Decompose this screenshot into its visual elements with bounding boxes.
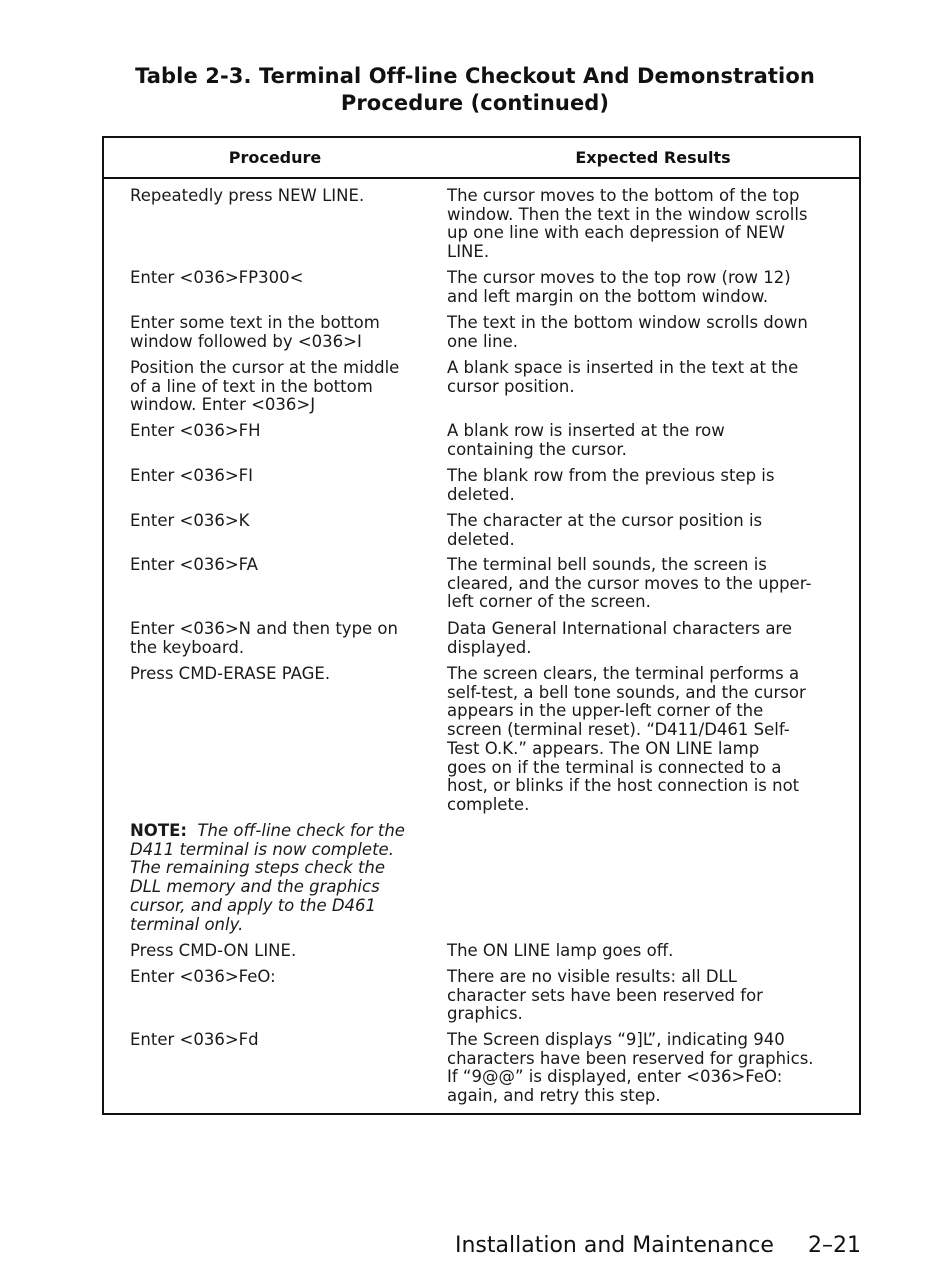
note-text: The off-line check for the	[197, 821, 405, 840]
expected-result-line: The character at the cursor position is	[447, 511, 763, 530]
procedure-cell-line: Enter <036>FeO:	[130, 967, 276, 986]
procedure-cell-line: Enter <036>N and then type on	[130, 619, 398, 638]
expected-result-line: character sets have been reserved for	[447, 985, 763, 1005]
expected-result-line: The blank row from the previous step is	[447, 466, 775, 485]
expected-result-line: deleted.	[447, 484, 515, 504]
expected-result-line: screen (terminal reset). “D411/D461 Self-	[447, 720, 790, 740]
expected-result-line: The cursor moves to the top row (row 12)	[447, 268, 791, 287]
procedure-cell-line: Enter <036>FH	[130, 421, 261, 440]
expected-result-line: A blank space is inserted in the text at the	[447, 358, 799, 377]
expected-result-line: The ON LINE lamp goes off.	[447, 941, 674, 960]
procedure-cell-line: window. Enter <036>J	[130, 395, 316, 415]
expected-result-line: deleted.	[447, 529, 515, 549]
expected-result-line: window. Then the text in the window scrolls	[447, 204, 808, 224]
expected-result-line: LINE.	[447, 242, 490, 262]
expected-result-line: cleared, and the cursor moves to the upper-	[447, 573, 812, 593]
expected-result-line: The terminal bell sounds, the screen is	[447, 555, 767, 574]
expected-result-line: The screen clears, the terminal performs a	[447, 664, 800, 683]
table-header	[104, 138, 859, 179]
table-title-line-2: Procedure (continued)	[340, 91, 610, 115]
expected-result-line: goes on if the terminal is connected to a	[447, 757, 782, 777]
procedure-cell-line: Press CMD-ERASE PAGE.	[130, 664, 331, 683]
procedure-cell-line: Enter <036>Fd	[130, 1030, 259, 1049]
expected-result-line: again, and retry this step.	[447, 1086, 661, 1106]
expected-result-line: self-test, a bell tone sounds, and the cursor	[447, 682, 806, 702]
expected-result-line: cursor position.	[447, 376, 575, 396]
expected-result-line: containing the cursor.	[447, 439, 627, 459]
note-line: The remaining steps check the	[130, 858, 386, 878]
note-line: cursor, and apply to the D461	[130, 895, 377, 915]
expected-result-line: graphics.	[447, 1004, 523, 1024]
table-title-line-1: Table 2-3. Terminal Off-line Checkout And Demonstration	[135, 64, 815, 88]
procedure-cell-line: Repeatedly press NEW LINE.	[130, 186, 365, 205]
procedure-cell-line: Enter <036>FI	[130, 466, 254, 485]
expected-result-line: host, or blinks if the host connection is not	[447, 776, 800, 796]
procedure-cell-line: Enter some text in the bottom	[130, 313, 380, 332]
note-first-line	[130, 822, 405, 841]
procedure-cell-line: Enter <036>FP300<	[130, 268, 304, 287]
expected-result-line: Data General International characters are	[447, 619, 793, 638]
expected-result-line: complete.	[447, 794, 530, 814]
procedure-cell-line: window followed by <036>I	[130, 331, 362, 351]
expected-result-line: The text in the bottom window scrolls down	[447, 313, 808, 332]
expected-result-line: If “9@@” is displayed, enter <036>FeO:	[447, 1067, 783, 1087]
procedure-cell-line: Enter <036>FA	[130, 555, 258, 574]
table-title	[0, 63, 950, 117]
procedure-cell-line: Press CMD-ON LINE.	[130, 941, 297, 960]
procedure-cell-line: the keyboard.	[130, 637, 245, 657]
procedure-cell-line: of a line of text in the bottom	[130, 376, 373, 396]
expected-result-line: and left margin on the bottom window.	[447, 286, 769, 306]
expected-result-line: one line.	[447, 331, 518, 351]
procedure-column-header: Procedure	[228, 148, 322, 167]
expected-result-line: Test O.K.” appears. The ON LINE lamp	[447, 738, 760, 758]
procedure-cell-line: Enter <036>K	[130, 511, 250, 530]
footer-page-number: 2–21	[808, 1233, 861, 1258]
expected-result-line: appears in the upper-left corner of the	[447, 701, 764, 721]
expected-result-line: The Screen displays “9]L”, indicating 940	[447, 1030, 785, 1049]
expected-result-line: There are no visible results: all DLL	[447, 967, 737, 986]
expected-result-line: up one line with each depression of NEW	[447, 223, 785, 243]
expected-result-line: The cursor moves to the bottom of the top	[447, 186, 800, 205]
note-line: terminal only.	[130, 914, 244, 934]
expected-result-line: characters have been reserved for graphics.	[447, 1048, 814, 1068]
procedure-cell-line: Position the cursor at the middle	[130, 358, 400, 377]
expected-results-column-header: Expected Results	[575, 148, 731, 167]
note-line: DLL memory and the graphics	[130, 877, 380, 897]
expected-result-line: left corner of the screen.	[447, 592, 651, 612]
footer-section-title: Installation and Maintenance	[455, 1233, 774, 1258]
expected-result-line: A blank row is inserted at the row	[447, 421, 725, 440]
note-line: D411 terminal is now complete.	[130, 839, 394, 859]
expected-result-line: displayed.	[447, 637, 532, 657]
note-label: NOTE:	[130, 821, 187, 840]
